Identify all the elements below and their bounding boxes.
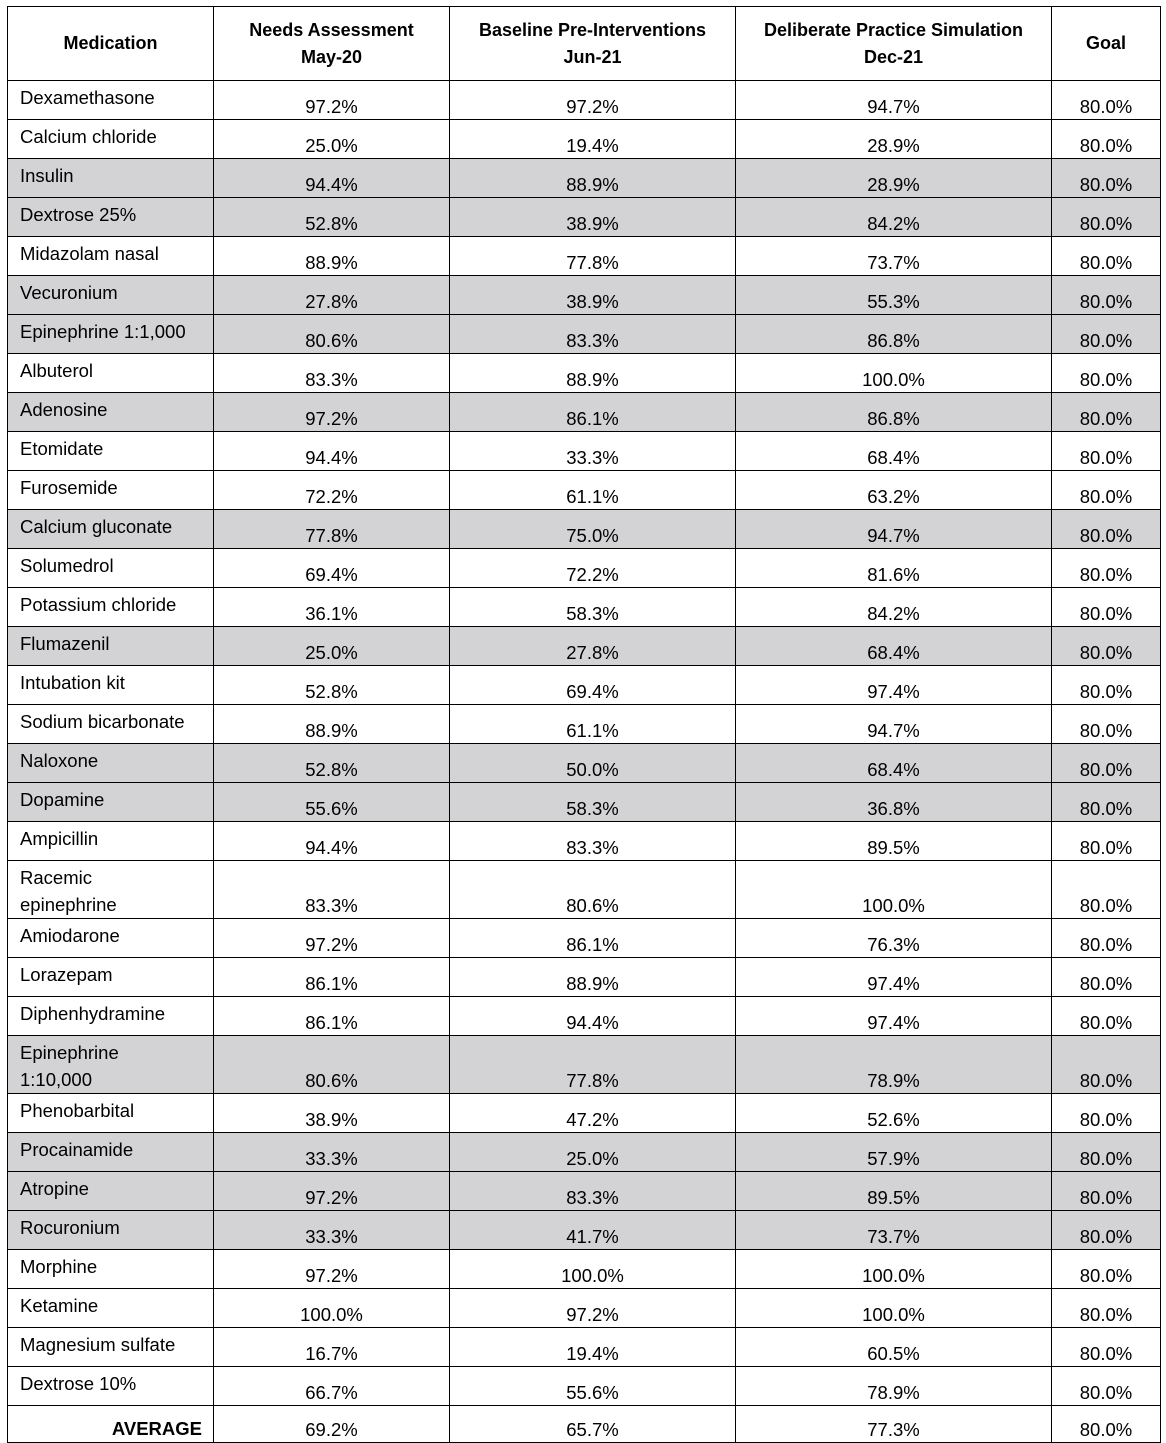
baseline-cell: 58.3% <box>450 588 736 627</box>
table-row <box>8 1094 1161 1133</box>
needs-assessment-cell: 33.3% <box>214 1211 450 1250</box>
goal-cell: 80.0% <box>1052 627 1161 666</box>
deliberate-practice-cell: 100.0% <box>736 861 1052 919</box>
deliberate-practice-cell: 97.4% <box>736 958 1052 997</box>
medication-cell: Amiodarone <box>8 919 214 958</box>
baseline-cell: 19.4% <box>450 120 736 159</box>
deliberate-practice-cell: 73.7% <box>736 1211 1052 1250</box>
table-row <box>8 549 1161 588</box>
table-row <box>8 1172 1161 1211</box>
baseline-cell: 33.3% <box>450 432 736 471</box>
header-baseline-date: Jun-21 <box>563 46 622 67</box>
needs-assessment-cell: 33.3% <box>214 1133 450 1172</box>
goal-cell: 80.0% <box>1052 510 1161 549</box>
table-row <box>8 432 1161 471</box>
needs-assessment-cell: 69.4% <box>214 549 450 588</box>
medication-cell: Naloxone <box>8 744 214 783</box>
baseline-cell: 100.0% <box>450 1250 736 1289</box>
baseline-cell: 69.4% <box>450 666 736 705</box>
goal-cell: 80.0% <box>1052 1036 1161 1094</box>
needs-assessment-cell: 97.2% <box>214 919 450 958</box>
header-goal <box>1052 7 1161 81</box>
medication-cell: Albuterol <box>8 354 214 393</box>
needs-assessment-cell: 27.8% <box>214 276 450 315</box>
goal-cell: 80.0% <box>1052 861 1161 919</box>
medication-cell <box>8 861 214 919</box>
baseline-cell: 41.7% <box>450 1211 736 1250</box>
baseline-cell: 97.2% <box>450 1289 736 1328</box>
needs-assessment-cell: 36.1% <box>214 588 450 627</box>
needs-assessment-cell: 80.6% <box>214 315 450 354</box>
deliberate-practice-cell: 36.8% <box>736 783 1052 822</box>
deliberate-practice-cell: 68.4% <box>736 627 1052 666</box>
baseline-cell: 86.1% <box>450 393 736 432</box>
needs-assessment-cell: 66.7% <box>214 1367 450 1406</box>
medication-cell: Dextrose 25% <box>8 198 214 237</box>
table-row <box>8 276 1161 315</box>
needs-assessment-cell: 97.2% <box>214 393 450 432</box>
needs-assessment-cell: 88.9% <box>214 705 450 744</box>
table-row <box>8 919 1161 958</box>
goal-cell: 80.0% <box>1052 997 1161 1036</box>
deliberate-practice-cell: 97.4% <box>736 997 1052 1036</box>
medication-cell: Potassium chloride <box>8 588 214 627</box>
needs-assessment-cell: 83.3% <box>214 861 450 919</box>
table-row <box>8 1211 1161 1250</box>
deliberate-practice-cell: 76.3% <box>736 919 1052 958</box>
needs-assessment-cell: 94.4% <box>214 159 450 198</box>
baseline-cell: 88.9% <box>450 958 736 997</box>
goal-cell: 80.0% <box>1052 958 1161 997</box>
medication-cell: Solumedrol <box>8 549 214 588</box>
medication-cell: Ampicillin <box>8 822 214 861</box>
average-needs-assessment-cell: 69.2% <box>214 1406 450 1443</box>
goal-cell: 80.0% <box>1052 1250 1161 1289</box>
medication-cell: Furosemide <box>8 471 214 510</box>
baseline-cell: 27.8% <box>450 627 736 666</box>
baseline-cell: 47.2% <box>450 1094 736 1133</box>
goal-cell: 80.0% <box>1052 1367 1161 1406</box>
deliberate-practice-cell: 94.7% <box>736 510 1052 549</box>
deliberate-practice-cell: 89.5% <box>736 822 1052 861</box>
table-row <box>8 198 1161 237</box>
medication-cell: Diphenhydramine <box>8 997 214 1036</box>
needs-assessment-cell: 86.1% <box>214 997 450 1036</box>
deliberate-practice-cell: 94.7% <box>736 705 1052 744</box>
goal-cell: 80.0% <box>1052 120 1161 159</box>
needs-assessment-cell: 86.1% <box>214 958 450 997</box>
deliberate-practice-cell: 78.9% <box>736 1367 1052 1406</box>
table-row <box>8 1367 1161 1406</box>
baseline-cell: 19.4% <box>450 1328 736 1367</box>
medication-cell: Calcium gluconate <box>8 510 214 549</box>
header-needs-assessment-date: May-20 <box>300 46 363 67</box>
needs-assessment-cell: 52.8% <box>214 666 450 705</box>
goal-cell: 80.0% <box>1052 919 1161 958</box>
average-row <box>8 1406 1161 1443</box>
table-row <box>8 120 1161 159</box>
table-row <box>8 471 1161 510</box>
header-medication <box>8 7 214 81</box>
goal-cell: 80.0% <box>1052 666 1161 705</box>
deliberate-practice-cell: 78.9% <box>736 1036 1052 1094</box>
baseline-cell: 38.9% <box>450 198 736 237</box>
medication-cell: Lorazepam <box>8 958 214 997</box>
goal-cell: 80.0% <box>1052 276 1161 315</box>
goal-cell: 80.0% <box>1052 393 1161 432</box>
goal-cell: 80.0% <box>1052 159 1161 198</box>
goal-cell: 80.0% <box>1052 432 1161 471</box>
goal-cell: 80.0% <box>1052 198 1161 237</box>
baseline-cell: 61.1% <box>450 471 736 510</box>
deliberate-practice-cell: 57.9% <box>736 1133 1052 1172</box>
medication-cell <box>8 1036 214 1094</box>
baseline-cell: 83.3% <box>450 822 736 861</box>
table-row <box>8 393 1161 432</box>
medication-cell: Sodium bicarbonate <box>8 705 214 744</box>
medication-cell: Procainamide <box>8 1133 214 1172</box>
baseline-cell: 80.6% <box>450 861 736 919</box>
needs-assessment-cell: 100.0% <box>214 1289 450 1328</box>
table-row <box>8 1250 1161 1289</box>
baseline-cell: 25.0% <box>450 1133 736 1172</box>
header-goal-label: Goal <box>1085 33 1126 53</box>
deliberate-practice-cell: 68.4% <box>736 744 1052 783</box>
table-row <box>8 1133 1161 1172</box>
medication-table <box>7 6 1161 1443</box>
goal-cell: 80.0% <box>1052 588 1161 627</box>
table-row <box>8 315 1161 354</box>
average-deliberate-practice-cell: 77.3% <box>736 1406 1052 1443</box>
header-baseline-title: Baseline Pre-Interventions <box>478 19 707 40</box>
medication-cell: Dopamine <box>8 783 214 822</box>
average-baseline-cell: 65.7% <box>450 1406 736 1443</box>
table-row <box>8 588 1161 627</box>
table-row <box>8 783 1161 822</box>
average-goal-cell: 80.0% <box>1052 1406 1161 1443</box>
needs-assessment-cell: 97.2% <box>214 81 450 120</box>
baseline-cell: 61.1% <box>450 705 736 744</box>
needs-assessment-cell: 94.4% <box>214 822 450 861</box>
table-row <box>8 159 1161 198</box>
needs-assessment-cell: 97.2% <box>214 1250 450 1289</box>
goal-cell: 80.0% <box>1052 1289 1161 1328</box>
baseline-cell: 83.3% <box>450 1172 736 1211</box>
deliberate-practice-cell: 100.0% <box>736 1289 1052 1328</box>
medication-cell: Dexamethasone <box>8 81 214 120</box>
needs-assessment-cell: 38.9% <box>214 1094 450 1133</box>
deliberate-practice-cell: 73.7% <box>736 237 1052 276</box>
baseline-cell: 77.8% <box>450 1036 736 1094</box>
medication-name-line1: Racemic <box>20 867 92 888</box>
needs-assessment-cell: 55.6% <box>214 783 450 822</box>
medication-cell: Insulin <box>8 159 214 198</box>
baseline-cell: 88.9% <box>450 159 736 198</box>
deliberate-practice-cell: 100.0% <box>736 1250 1052 1289</box>
deliberate-practice-cell: 89.5% <box>736 1172 1052 1211</box>
baseline-cell: 97.2% <box>450 81 736 120</box>
baseline-cell: 55.6% <box>450 1367 736 1406</box>
deliberate-practice-cell: 84.2% <box>736 198 1052 237</box>
needs-assessment-cell: 97.2% <box>214 1172 450 1211</box>
medication-name-line2: 1:10,000 <box>20 1069 93 1090</box>
medication-cell: Calcium chloride <box>8 120 214 159</box>
medication-name-line2: epinephrine <box>20 894 117 915</box>
goal-cell: 80.0% <box>1052 549 1161 588</box>
deliberate-practice-cell: 52.6% <box>736 1094 1052 1133</box>
medication-cell: Flumazenil <box>8 627 214 666</box>
header-medication-label: Medication <box>63 33 158 53</box>
medication-cell: Intubation kit <box>8 666 214 705</box>
goal-cell: 80.0% <box>1052 354 1161 393</box>
baseline-cell: 86.1% <box>450 919 736 958</box>
needs-assessment-cell: 52.8% <box>214 744 450 783</box>
goal-cell: 80.0% <box>1052 1172 1161 1211</box>
deliberate-practice-cell: 28.9% <box>736 159 1052 198</box>
baseline-cell: 75.0% <box>450 510 736 549</box>
goal-cell: 80.0% <box>1052 705 1161 744</box>
medication-cell: Rocuronium <box>8 1211 214 1250</box>
needs-assessment-cell: 77.8% <box>214 510 450 549</box>
header-baseline <box>450 7 736 81</box>
goal-cell: 80.0% <box>1052 744 1161 783</box>
goal-cell: 80.0% <box>1052 822 1161 861</box>
deliberate-practice-cell: 28.9% <box>736 120 1052 159</box>
medication-cell: Dextrose 10% <box>8 1367 214 1406</box>
baseline-cell: 38.9% <box>450 276 736 315</box>
needs-assessment-cell: 80.6% <box>214 1036 450 1094</box>
medication-cell: Etomidate <box>8 432 214 471</box>
table-row <box>8 1328 1161 1367</box>
medication-cell: Epinephrine 1:1,000 <box>8 315 214 354</box>
deliberate-practice-cell: 94.7% <box>736 81 1052 120</box>
header-needs-assessment <box>214 7 450 81</box>
goal-cell: 80.0% <box>1052 1133 1161 1172</box>
table-row <box>8 354 1161 393</box>
medication-name-line1: Epinephrine <box>20 1042 119 1063</box>
medication-cell: Adenosine <box>8 393 214 432</box>
medication-cell: Magnesium sulfate <box>8 1328 214 1367</box>
goal-cell: 80.0% <box>1052 1094 1161 1133</box>
deliberate-practice-cell: 84.2% <box>736 588 1052 627</box>
table-row <box>8 958 1161 997</box>
needs-assessment-cell: 83.3% <box>214 354 450 393</box>
goal-cell: 80.0% <box>1052 237 1161 276</box>
table-row <box>8 744 1161 783</box>
deliberate-practice-cell: 81.6% <box>736 549 1052 588</box>
goal-cell: 80.0% <box>1052 1211 1161 1250</box>
baseline-cell: 77.8% <box>450 237 736 276</box>
deliberate-practice-cell: 60.5% <box>736 1328 1052 1367</box>
table-row <box>8 997 1161 1036</box>
goal-cell: 80.0% <box>1052 1328 1161 1367</box>
needs-assessment-cell: 52.8% <box>214 198 450 237</box>
table-row <box>8 81 1161 120</box>
medication-cell: Vecuronium <box>8 276 214 315</box>
deliberate-practice-cell: 86.8% <box>736 393 1052 432</box>
table-row <box>8 1036 1161 1094</box>
needs-assessment-cell: 16.7% <box>214 1328 450 1367</box>
baseline-cell: 58.3% <box>450 783 736 822</box>
medication-cell: Atropine <box>8 1172 214 1211</box>
medication-cell: Morphine <box>8 1250 214 1289</box>
goal-cell: 80.0% <box>1052 783 1161 822</box>
header-deliberate-practice-title: Deliberate Practice Simulation <box>763 19 1024 40</box>
table-row <box>8 510 1161 549</box>
medication-cell: Phenobarbital <box>8 1094 214 1133</box>
medication-cell: Midazolam nasal <box>8 237 214 276</box>
table-body <box>8 81 1161 1443</box>
needs-assessment-cell: 94.4% <box>214 432 450 471</box>
table-row <box>8 1289 1161 1328</box>
needs-assessment-cell: 72.2% <box>214 471 450 510</box>
baseline-cell: 88.9% <box>450 354 736 393</box>
baseline-cell: 94.4% <box>450 997 736 1036</box>
table-row <box>8 822 1161 861</box>
deliberate-practice-cell: 97.4% <box>736 666 1052 705</box>
table-row <box>8 666 1161 705</box>
table-row <box>8 627 1161 666</box>
deliberate-practice-cell: 63.2% <box>736 471 1052 510</box>
table-row <box>8 861 1161 919</box>
goal-cell: 80.0% <box>1052 471 1161 510</box>
goal-cell: 80.0% <box>1052 81 1161 120</box>
deliberate-practice-cell: 86.8% <box>736 315 1052 354</box>
deliberate-practice-cell: 55.3% <box>736 276 1052 315</box>
header-needs-assessment-title: Needs Assessment <box>249 19 414 40</box>
needs-assessment-cell: 88.9% <box>214 237 450 276</box>
average-label: AVERAGE <box>8 1406 214 1443</box>
deliberate-practice-cell: 100.0% <box>736 354 1052 393</box>
baseline-cell: 50.0% <box>450 744 736 783</box>
header-deliberate-practice <box>736 7 1052 81</box>
deliberate-practice-cell: 68.4% <box>736 432 1052 471</box>
needs-assessment-cell: 25.0% <box>214 627 450 666</box>
baseline-cell: 83.3% <box>450 315 736 354</box>
goal-cell: 80.0% <box>1052 315 1161 354</box>
needs-assessment-cell: 25.0% <box>214 120 450 159</box>
medication-cell: Ketamine <box>8 1289 214 1328</box>
header-deliberate-practice-date: Dec-21 <box>863 46 924 67</box>
header-row <box>8 7 1161 81</box>
baseline-cell: 72.2% <box>450 549 736 588</box>
table-row <box>8 237 1161 276</box>
table-row <box>8 705 1161 744</box>
